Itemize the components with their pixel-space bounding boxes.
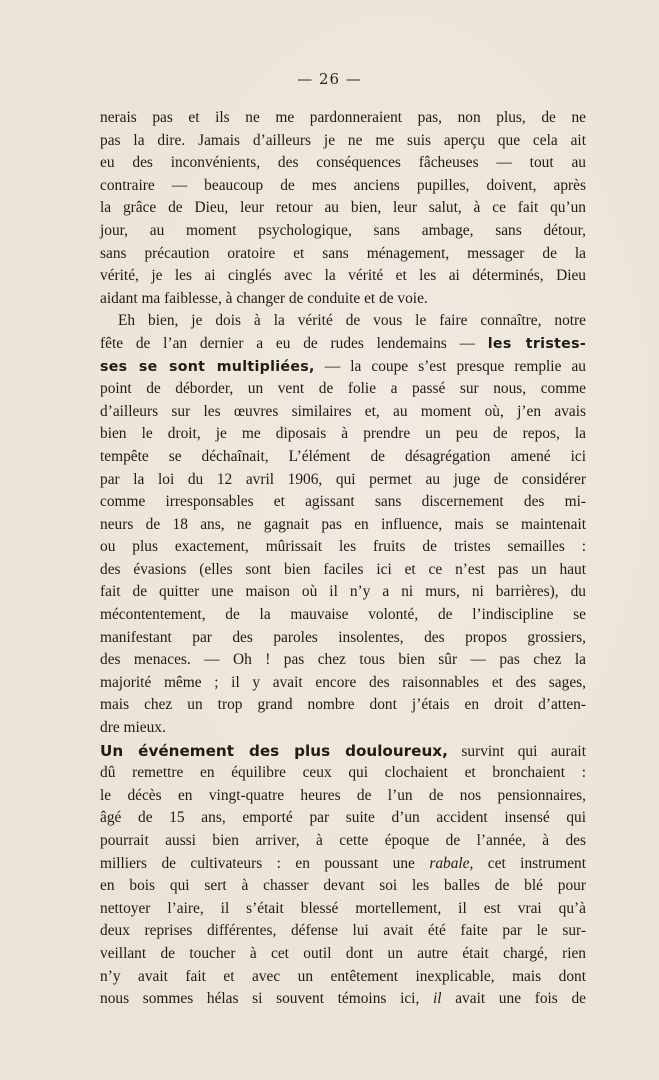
text-line [100, 853, 586, 876]
text-line: le décès en vingt-quatre heures de l’un de nos pensionnaires, [100, 786, 586, 804]
text-line: la grâce de Dieu, leur retour au bien, leur salut, à ce fait qu’un [100, 199, 586, 217]
text-line: vérité, je les ai cinglés avec la vérité et les ai déterminés, Dieu [100, 267, 586, 285]
text-run: — la coupe s’est presque remplie au [314, 357, 586, 375]
text-line: des évasions (elles sont bien faciles ici et ce n’est pas un haut [100, 560, 586, 578]
text-run: survint qui aurait [447, 742, 586, 760]
text-line: bien le droit, je me diposais à prendre un peu de repos, la [100, 425, 586, 443]
text-line: des menaces. — Oh ! pas chez tous bien sûr — pas chez la [100, 651, 586, 669]
text-run: avait une fois de [441, 990, 586, 1008]
text-line: n’y avait fait et avec un entêtement inexplicable, mais dont [100, 967, 586, 985]
italic-run: il [432, 990, 442, 1008]
text-line: pourrait aussi bien arriver, à cette époque de l’année, à des [100, 832, 586, 849]
text-line: majorité même ; il y avait encore des raisonnables et des sages, [100, 673, 586, 691]
text-line: eu des inconvénients, des conséquences fâcheuses — tout au [100, 154, 586, 172]
text-line: tempête se déchaînait, L’élément de désagrégation amené ici [100, 447, 586, 465]
text-run: fête de l’an dernier a eu de rudes lendemains — [100, 334, 488, 352]
text-line: nettoyer l’aire, il s’était blessé mortellement, il est vrai qu’à [100, 899, 586, 917]
text-line: ou plus exactement, mûrissait les fruits de tristes semailles : [100, 538, 586, 556]
text-line: jour, au moment psychologique, sans ambage, sans détour, [100, 221, 586, 239]
emphasis-run: ses se sont multipliées, [100, 358, 315, 375]
text-line: en bois qui sert à chasser devant soi les balles de blé pour [100, 877, 586, 895]
text-line: sans précaution oratoire et sans ménagement, messager de la [100, 244, 586, 262]
text-line: manifestant par des paroles insolentes, des propos grossiers, [100, 628, 586, 646]
text-line: comme irresponsables et agissant sans discernement des mi- [100, 493, 586, 511]
emphasis-run: les tristes- [487, 335, 587, 352]
text-run: milliers de cultivateurs : en poussant une [100, 854, 430, 872]
emphasis-run: Un événement des plus douloureux, [100, 741, 448, 760]
italic-run: rabale, [429, 854, 474, 872]
text-line: fait de quitter une maison où il n’y a ni murs, ni barrières), du [100, 583, 586, 601]
text-line: contraire — beaucoup de mes anciens pupilles, doivent, après [100, 176, 586, 194]
text-line: veillant de toucher à cet outil dont un autre était chargé, rien [100, 944, 586, 962]
text-run: cet instrument [473, 854, 587, 872]
text-line: neurs de 18 ans, ne gagnait pas en influence, mais se maintenait [100, 515, 586, 533]
text-line [100, 988, 586, 1011]
text-line: d’ailleurs sur les œuvres similaires et, au moment où, j’en avais [100, 402, 586, 420]
page-number: — 26 — [297, 70, 362, 88]
text-line: âgé de 15 ans, emporté par suite d’un accident insensé qui [100, 809, 586, 827]
text-line: pas la dire. Jamais d’ailleurs je ne me suis aperçu que cela ait [100, 131, 586, 149]
text-line: dre mieux. [100, 719, 166, 737]
text-line: point de déborder, un vent de folie a passé sur nous, comme [100, 380, 586, 398]
text-line: nerais pas et ils ne me pardonneraient pas, non plus, de ne [100, 109, 586, 126]
text-line: dû remettre en équilibre ceux qui clochaient et bronchaient : [100, 764, 586, 782]
text-line: aidant ma faiblesse, à changer de conduite et de voie. [100, 289, 428, 307]
text-line [100, 740, 586, 763]
body-text [100, 107, 586, 1011]
text-line [100, 356, 586, 379]
text-line: mécontentement, de la mauvaise volonté, de l’indiscipline se [100, 606, 586, 624]
text-line [100, 333, 586, 356]
text-line: mais chez un trop grand nombre dont j’étais en droit d’atten- [100, 696, 586, 714]
text-line: deux reprises différentes, défense lui avait été faite par le sur- [100, 922, 586, 940]
text-line: Eh bien, je dois à la vérité de vous le faire connaître, notre [118, 312, 586, 330]
text-run: nous sommes hélas si souvent témoins ici, [100, 990, 433, 1008]
text-line: par la loi du 12 avril 1906, qui permet au juge de considérer [100, 470, 586, 488]
